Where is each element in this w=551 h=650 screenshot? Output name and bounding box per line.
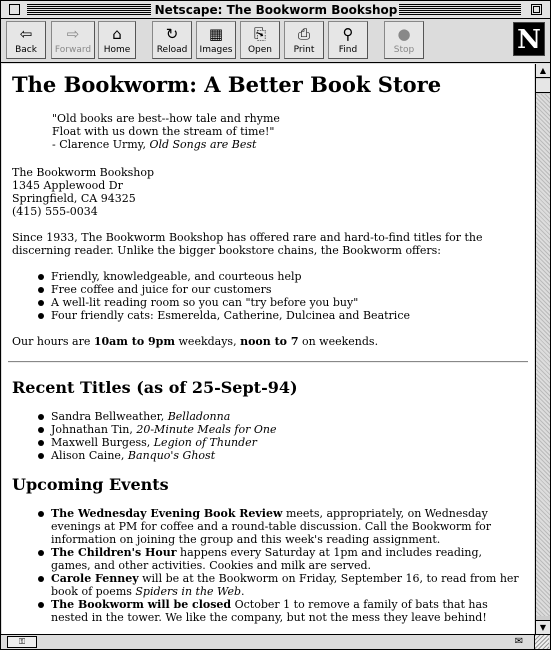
forward-arrow-icon: ⇨	[66, 25, 80, 43]
book-title: 20-Minute Meals for One	[136, 423, 277, 436]
status-bar	[1, 634, 550, 649]
close-box[interactable]	[9, 4, 20, 15]
quote	[52, 112, 524, 151]
event-description: happens every Saturday at 1pm and includes reading, games, and other activities. Cookies and milk are served.	[51, 546, 483, 572]
quote-author: - Clarence Urmy,	[52, 138, 150, 151]
resize-grip[interactable]	[534, 635, 549, 649]
open-button[interactable]	[240, 21, 280, 59]
list-item	[37, 423, 524, 436]
home-button-label: Home	[103, 45, 131, 55]
list-item	[37, 546, 524, 572]
find-icon: ⚲	[342, 25, 354, 43]
event-description: will be at the Bookworm on Friday, September 16, to read from her book of poems	[51, 572, 519, 598]
book-title: Legion of Thunder	[153, 436, 257, 449]
mail-icon[interactable]: ✉	[514, 636, 524, 647]
title-bar-stripes-right	[399, 4, 521, 15]
book-author: Sandra Bellweather,	[51, 410, 168, 423]
back-button[interactable]	[6, 21, 46, 59]
list-item	[37, 449, 524, 462]
scroll-thumb[interactable]	[536, 79, 550, 93]
events-list	[37, 507, 524, 624]
event-name: The Children's Hour	[51, 546, 177, 559]
event-name: The Wednesday Evening Book Review	[51, 507, 283, 520]
hours-middle: weekdays,	[175, 335, 241, 348]
list-item	[37, 572, 524, 598]
broken-key-icon[interactable]: ⚿	[7, 636, 37, 648]
quote-attribution	[52, 138, 524, 151]
list-item	[37, 598, 524, 624]
recent-titles-heading: Recent Titles (as of 25-Sept-94)	[12, 378, 298, 397]
list-item	[37, 410, 524, 423]
quote-line-2: Float with us down the stream of time!"	[52, 125, 275, 138]
store-phone: (415) 555-0034	[12, 205, 98, 218]
list-item	[37, 436, 524, 449]
recent-titles-list	[37, 410, 524, 462]
event-description: October 1 to remove a family of bats that has nested in the tower. We like the company, but not the mess they leave behind!	[51, 598, 488, 624]
weekend-hours: noon to 7	[240, 335, 299, 348]
page-heading: The Bookworm: A Better Book Store	[12, 72, 442, 97]
netscape-logo-icon[interactable]: N	[513, 22, 545, 56]
event-name: Carole Fenney	[51, 572, 139, 585]
zoom-box[interactable]	[531, 4, 542, 15]
stop-icon: ●	[397, 25, 411, 43]
event-name: The Bookworm will be closed	[51, 598, 232, 611]
back-arrow-icon: ⇦	[19, 25, 33, 43]
event-description: meets, appropriately, on Wednesday evenings at PM for coffee and a round-table discussion. Call the Bookworm for information on joining the group and this week's reading assignment.	[51, 507, 492, 546]
title-bar-stripes-left	[27, 4, 153, 15]
images-button-label: Images	[199, 45, 233, 55]
page-content	[2, 64, 534, 634]
toolbar	[1, 19, 550, 63]
back-button-label: Back	[15, 45, 37, 55]
home-icon: ⌂	[112, 25, 122, 43]
list-item: A well-lit reading room so you can "try before you buy"	[37, 296, 524, 309]
stop-button-label: Stop	[393, 45, 415, 55]
weekday-hours: 10am to 9pm	[93, 335, 176, 348]
book-title: Belladonna	[167, 410, 231, 423]
forward-button[interactable]	[51, 21, 95, 59]
store-street: 1345 Applewood Dr	[12, 179, 123, 192]
book-author: Alison Caine,	[51, 449, 128, 462]
book-author: Johnathan Tin,	[51, 423, 137, 436]
print-icon: ⎙	[297, 25, 310, 43]
divider	[8, 361, 528, 363]
hours-suffix: on weekends.	[298, 335, 379, 348]
list-item: Four friendly cats: Esmerelda, Catherine, Dulcinea and Beatrice	[37, 309, 524, 322]
scroll-track[interactable]	[536, 94, 550, 616]
reload-icon: ↻	[165, 25, 179, 43]
list-item: Free coffee and juice for our customers	[37, 283, 524, 296]
store-name: The Bookworm Bookshop	[12, 166, 155, 179]
address-block	[12, 166, 524, 218]
list-item	[37, 507, 524, 546]
title-bar[interactable]	[1, 1, 550, 19]
book-title: Banquo's Ghost	[127, 449, 216, 462]
scroll-up-arrow-icon[interactable]: ▲	[536, 64, 550, 78]
window-title: Netscape: The Bookworm Bookshop	[151, 2, 401, 18]
store-city: Springfield, CA 94325	[12, 192, 136, 205]
images-button[interactable]	[196, 21, 236, 59]
home-button[interactable]	[98, 21, 136, 59]
quote-line-1: "Old books are best--how tale and rhyme	[52, 112, 280, 125]
print-button-label: Print	[293, 45, 315, 55]
forward-button-label: Forward	[54, 45, 92, 55]
hours-prefix: Our hours are	[12, 335, 94, 348]
vertical-scrollbar[interactable]	[535, 64, 550, 634]
event-description-tail: .	[241, 585, 245, 598]
find-button-label: Find	[338, 45, 358, 55]
book-author: Maxwell Burgess,	[51, 436, 154, 449]
print-button[interactable]	[284, 21, 324, 59]
offers-list	[37, 270, 524, 322]
list-item: Friendly, knowledgeable, and courteous help	[37, 270, 524, 283]
find-button[interactable]	[328, 21, 368, 59]
book-title: Spiders in the Web	[135, 585, 242, 598]
scroll-down-arrow-icon[interactable]: ▼	[536, 620, 550, 634]
intro-paragraph: Since 1933, The Bookworm Bookshop has offered rare and hard-to-find titles for the discerning reader. Unlike the bigger bookstore chains, the Bookworm offers:	[12, 231, 483, 257]
events-heading: Upcoming Events	[12, 475, 169, 494]
reload-button-label: Reload	[156, 45, 188, 55]
open-icon: ⎘	[253, 25, 266, 43]
reload-button[interactable]	[152, 21, 192, 59]
open-button-label: Open	[247, 45, 273, 55]
quote-source: Old Songs are Best	[149, 138, 257, 151]
stop-button[interactable]	[384, 21, 424, 59]
hours-paragraph	[12, 335, 524, 348]
images-icon: ▦	[208, 25, 224, 43]
